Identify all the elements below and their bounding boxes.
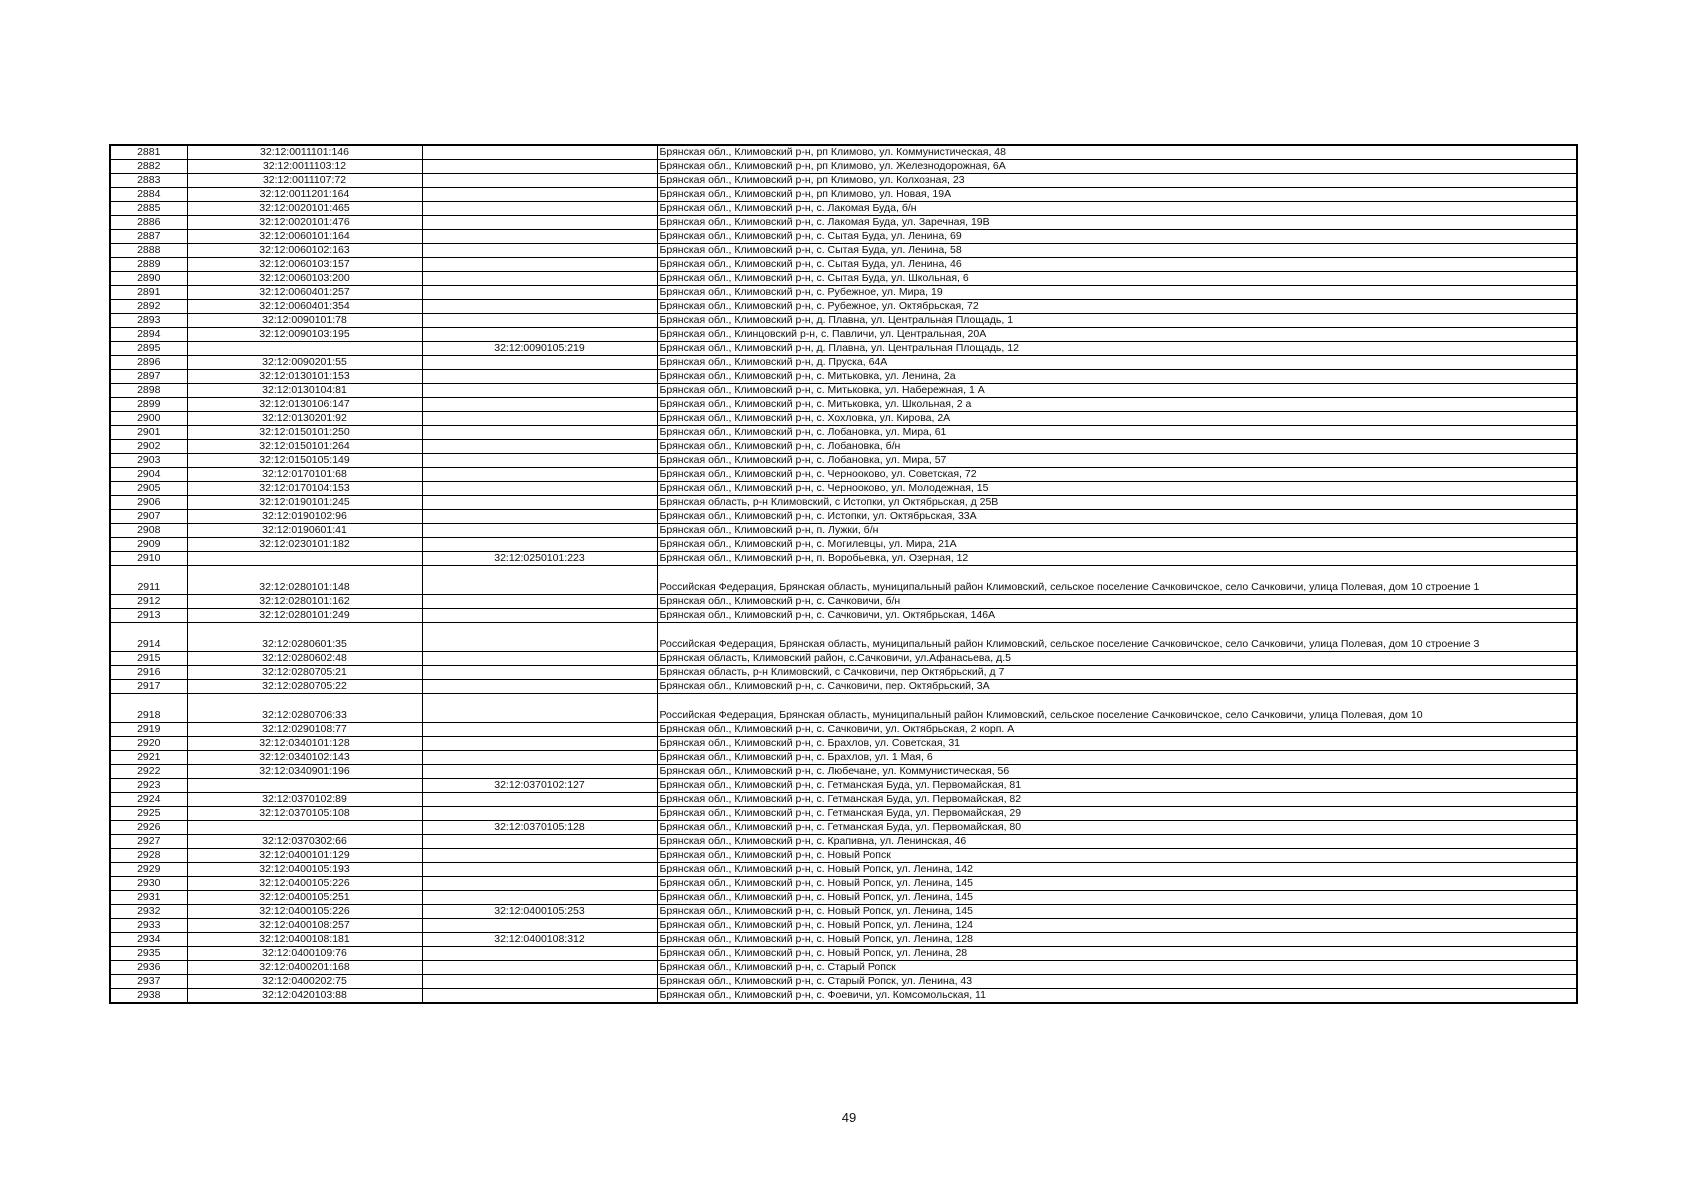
row-number-cell: 2923 — [110, 779, 187, 793]
address-cell: Брянская обл., Климовский р-н, с. Новый Ропск, ул. Ленина, 142 — [657, 863, 1577, 877]
table-row — [110, 877, 1577, 891]
address-cell: Брянская обл., Климовский р-н, с. Митьковка, ул. Школьная, 2 а — [657, 398, 1577, 412]
cadastral-number-cell: 32:12:0170104:153 — [187, 482, 422, 496]
table-row — [110, 947, 1577, 961]
related-cadastral-number-cell — [422, 398, 657, 412]
row-number-cell: 2932 — [110, 905, 187, 919]
row-number-cell: 2897 — [110, 370, 187, 384]
table-row — [110, 426, 1577, 440]
table-row — [110, 496, 1577, 510]
cadastral-number-cell: 32:12:0150101:250 — [187, 426, 422, 440]
cadastral-number-cell — [187, 821, 422, 835]
address-cell: Брянская обл., Климовский р-н, с. Сачковичи, ул. Октябрьская, 146А — [657, 609, 1577, 623]
address-cell: Брянская обл., Климовский р-н, с. Крапивна, ул. Ленинская, 46 — [657, 835, 1577, 849]
row-number-cell: 2915 — [110, 652, 187, 666]
address-cell: Брянская обл., Климовский р-н, д. Пруска, 64А — [657, 356, 1577, 370]
related-cadastral-number-cell — [422, 356, 657, 370]
cadastral-number-cell: 32:12:0280705:22 — [187, 680, 422, 694]
address-cell: Брянская обл., Климовский р-н, с. Чернооково, ул. Молодежная, 15 — [657, 482, 1577, 496]
related-cadastral-number-cell — [422, 666, 657, 680]
table-row — [110, 566, 1577, 595]
row-number-cell: 2910 — [110, 552, 187, 566]
related-cadastral-number-cell — [422, 286, 657, 300]
related-cadastral-number-cell — [422, 609, 657, 623]
cadastral-number-cell: 32:12:0230101:182 — [187, 538, 422, 552]
table-row — [110, 723, 1577, 737]
table-row — [110, 975, 1577, 989]
related-cadastral-number-cell — [422, 482, 657, 496]
row-number-cell: 2936 — [110, 961, 187, 975]
related-cadastral-number-cell — [422, 849, 657, 863]
related-cadastral-number-cell — [422, 216, 657, 230]
row-number-cell: 2900 — [110, 412, 187, 426]
related-cadastral-number-cell: 32:12:0250101:223 — [422, 552, 657, 566]
related-cadastral-number-cell — [422, 426, 657, 440]
related-cadastral-number-cell — [422, 510, 657, 524]
row-number-cell: 2933 — [110, 919, 187, 933]
related-cadastral-number-cell — [422, 694, 657, 723]
table-row — [110, 482, 1577, 496]
related-cadastral-number-cell — [422, 468, 657, 482]
table-row — [110, 933, 1577, 947]
cadastral-number-cell: 32:12:0060103:200 — [187, 272, 422, 286]
table-row — [110, 454, 1577, 468]
related-cadastral-number-cell — [422, 370, 657, 384]
cadastral-number-cell: 32:12:0370105:108 — [187, 807, 422, 821]
related-cadastral-number-cell — [422, 595, 657, 609]
related-cadastral-number-cell — [422, 566, 657, 595]
cadastral-number-cell: 32:12:0011101:146 — [187, 145, 422, 160]
cadastral-number-cell: 32:12:0400108:181 — [187, 933, 422, 947]
related-cadastral-number-cell — [422, 412, 657, 426]
cadastral-number-cell — [187, 779, 422, 793]
table-row — [110, 174, 1577, 188]
row-number-cell: 2935 — [110, 947, 187, 961]
table-row — [110, 609, 1577, 623]
row-number-cell: 2924 — [110, 793, 187, 807]
related-cadastral-number-cell — [422, 230, 657, 244]
cadastral-number-cell: 32:12:0280705:21 — [187, 666, 422, 680]
related-cadastral-number-cell — [422, 961, 657, 975]
table-row — [110, 356, 1577, 370]
table-row — [110, 272, 1577, 286]
row-number-cell: 2905 — [110, 482, 187, 496]
related-cadastral-number-cell — [422, 919, 657, 933]
cadastral-number-cell: 32:12:0400108:257 — [187, 919, 422, 933]
table-row — [110, 328, 1577, 342]
table-row — [110, 595, 1577, 609]
row-number-cell: 2928 — [110, 849, 187, 863]
row-number-cell: 2883 — [110, 174, 187, 188]
page-number: 49 — [841, 1110, 857, 1125]
cadastral-number-cell: 32:12:0130104:81 — [187, 384, 422, 398]
row-number-cell: 2901 — [110, 426, 187, 440]
address-cell: Брянская обл., Климовский р-н, с. Сачковичи, пер. Октябрьский, 3А — [657, 680, 1577, 694]
row-number-cell: 2921 — [110, 751, 187, 765]
row-number-cell: 2938 — [110, 989, 187, 1004]
row-number-cell: 2896 — [110, 356, 187, 370]
address-cell: Брянская обл., Климовский р-н, с. Сытая Буда, ул. Ленина, 46 — [657, 258, 1577, 272]
table-row — [110, 342, 1577, 356]
related-cadastral-number-cell — [422, 524, 657, 538]
cadastral-number-cell: 32:12:0280101:148 — [187, 566, 422, 595]
address-cell: Брянская обл., Климовский р-н, с. Лобановка, ул. Мира, 57 — [657, 454, 1577, 468]
address-cell: Российская Федерация, Брянская область, муниципальный район Климовский, сельское поселение Сачковичское, село Сачковичи, улица Полевая, дом 10 — [657, 694, 1577, 723]
row-number-cell: 2882 — [110, 160, 187, 174]
table-row — [110, 412, 1577, 426]
cadastral-number-cell: 32:12:0190601:41 — [187, 524, 422, 538]
table-row — [110, 765, 1577, 779]
cadastral-number-cell: 32:12:0280101:162 — [187, 595, 422, 609]
row-number-cell: 2886 — [110, 216, 187, 230]
cadastral-number-cell: 32:12:0090103:195 — [187, 328, 422, 342]
related-cadastral-number-cell — [422, 160, 657, 174]
cadastral-number-cell: 32:12:0060401:354 — [187, 300, 422, 314]
table-row — [110, 807, 1577, 821]
cadastral-number-cell: 32:12:0340101:128 — [187, 737, 422, 751]
related-cadastral-number-cell — [422, 765, 657, 779]
address-cell: Российская Федерация, Брянская область, муниципальный район Климовский, сельское поселение Сачковичское, село Сачковичи, улица Полевая, дом 10 строение 1 — [657, 566, 1577, 595]
row-number-cell: 2917 — [110, 680, 187, 694]
address-cell: Брянская обл., Климовский р-н, с. Брахлов, ул. Советская, 31 — [657, 737, 1577, 751]
related-cadastral-number-cell — [422, 300, 657, 314]
related-cadastral-number-cell — [422, 723, 657, 737]
row-number-cell: 2894 — [110, 328, 187, 342]
row-number-cell: 2930 — [110, 877, 187, 891]
table-row — [110, 821, 1577, 835]
cadastral-number-cell: 32:12:0060103:157 — [187, 258, 422, 272]
address-cell: Брянская обл., Климовский р-н, рп Климово, ул. Железнодорожная, 6А — [657, 160, 1577, 174]
table-row — [110, 623, 1577, 652]
cadastral-number-cell: 32:12:0060401:257 — [187, 286, 422, 300]
row-number-cell: 2911 — [110, 566, 187, 595]
table-row — [110, 286, 1577, 300]
cadastral-number-cell: 32:12:0290108:77 — [187, 723, 422, 737]
cadastral-number-cell: 32:12:0370102:89 — [187, 793, 422, 807]
related-cadastral-number-cell — [422, 989, 657, 1004]
related-cadastral-number-cell: 32:12:0090105:219 — [422, 342, 657, 356]
cadastral-number-cell: 32:12:0370302:66 — [187, 835, 422, 849]
address-cell: Брянская обл., Климовский р-н, с. Новый Ропск, ул. Ленина, 28 — [657, 947, 1577, 961]
row-number-cell: 2929 — [110, 863, 187, 877]
address-cell: Брянская обл., Климовский р-н, п. Воробьевка, ул. Озерная, 12 — [657, 552, 1577, 566]
row-number-cell: 2926 — [110, 821, 187, 835]
row-number-cell: 2922 — [110, 765, 187, 779]
table-row — [110, 989, 1577, 1004]
address-cell: Российская Федерация, Брянская область, муниципальный район Климовский, сельское поселение Сачковичское, село Сачковичи, улица Полевая, дом 10 строение 3 — [657, 623, 1577, 652]
address-cell: Брянская обл., Климовский р-н, с. Сачковичи, ул. Октябрьская, 2 корп. А — [657, 723, 1577, 737]
address-cell: Брянская обл., Климовский р-н, с. Старый Ропск — [657, 961, 1577, 975]
related-cadastral-number-cell — [422, 877, 657, 891]
row-number-cell: 2931 — [110, 891, 187, 905]
related-cadastral-number-cell — [422, 538, 657, 552]
row-number-cell: 2890 — [110, 272, 187, 286]
related-cadastral-number-cell — [422, 835, 657, 849]
related-cadastral-number-cell — [422, 793, 657, 807]
row-number-cell: 2925 — [110, 807, 187, 821]
related-cadastral-number-cell — [422, 891, 657, 905]
table-row — [110, 961, 1577, 975]
row-number-cell: 2937 — [110, 975, 187, 989]
registry-table-body — [110, 145, 1577, 1003]
row-number-cell: 2909 — [110, 538, 187, 552]
table-row — [110, 849, 1577, 863]
related-cadastral-number-cell — [422, 652, 657, 666]
address-cell: Брянская обл., Климовский р-н, рп Климово, ул. Колхозная, 23 — [657, 174, 1577, 188]
related-cadastral-number-cell — [422, 328, 657, 342]
related-cadastral-number-cell — [422, 454, 657, 468]
address-cell: Брянская обл., Климовский р-н, с. Гетманская Буда, ул. Первомайская, 29 — [657, 807, 1577, 821]
row-number-cell: 2895 — [110, 342, 187, 356]
address-cell: Брянская область, р-н Климовский, с Сачковичи, пер Октябрьский, д 7 — [657, 666, 1577, 680]
related-cadastral-number-cell — [422, 496, 657, 510]
row-number-cell: 2907 — [110, 510, 187, 524]
address-cell: Брянская обл., Климовский р-н, с. Новый Ропск, ул. Ленина, 145 — [657, 877, 1577, 891]
cadastral-number-cell: 32:12:0190101:245 — [187, 496, 422, 510]
table-row — [110, 793, 1577, 807]
cadastral-number-cell: 32:12:0011107:72 — [187, 174, 422, 188]
row-number-cell: 2887 — [110, 230, 187, 244]
table-row — [110, 652, 1577, 666]
row-number-cell: 2903 — [110, 454, 187, 468]
cadastral-number-cell: 32:12:0011103:12 — [187, 160, 422, 174]
related-cadastral-number-cell — [422, 202, 657, 216]
cadastral-number-cell: 32:12:0130201:92 — [187, 412, 422, 426]
address-cell: Брянская обл., Климовский р-н, с. Лакомая Буда, ул. Заречная, 19В — [657, 216, 1577, 230]
table-row — [110, 680, 1577, 694]
table-row — [110, 202, 1577, 216]
table-row — [110, 905, 1577, 919]
cadastral-number-cell: 32:12:0020101:476 — [187, 216, 422, 230]
address-cell: Брянская обл., Климовский р-н, рп Климово, ул. Новая, 19А — [657, 188, 1577, 202]
related-cadastral-number-cell — [422, 314, 657, 328]
row-number-cell: 2892 — [110, 300, 187, 314]
cadastral-number-cell: 32:12:0170101:68 — [187, 468, 422, 482]
table-row — [110, 370, 1577, 384]
row-number-cell: 2914 — [110, 623, 187, 652]
table-row — [110, 524, 1577, 538]
table-row — [110, 398, 1577, 412]
cadastral-number-cell: 32:12:0150105:149 — [187, 454, 422, 468]
related-cadastral-number-cell — [422, 384, 657, 398]
related-cadastral-number-cell: 32:12:0370102:127 — [422, 779, 657, 793]
related-cadastral-number-cell: 32:12:0370105:128 — [422, 821, 657, 835]
registry-table — [109, 144, 1578, 1004]
related-cadastral-number-cell — [422, 863, 657, 877]
related-cadastral-number-cell — [422, 188, 657, 202]
table-row — [110, 468, 1577, 482]
cadastral-number-cell: 32:12:0400109:76 — [187, 947, 422, 961]
address-cell: Брянская обл., Климовский р-н, с. Рубежное, ул. Мира, 19 — [657, 286, 1577, 300]
related-cadastral-number-cell — [422, 258, 657, 272]
cadastral-number-cell — [187, 552, 422, 566]
address-cell: Брянская обл., Климовский р-н, с. Митьковка, ул. Набережная, 1 А — [657, 384, 1577, 398]
address-cell: Брянская обл., Климовский р-н, с. Истопки, ул. Октябрьская, 33А — [657, 510, 1577, 524]
table-row — [110, 835, 1577, 849]
cadastral-number-cell: 32:12:0400105:193 — [187, 863, 422, 877]
cadastral-number-cell: 32:12:0400101:129 — [187, 849, 422, 863]
address-cell: Брянская обл., Климовский р-н, с. Новый Ропск, ул. Ленина, 145 — [657, 891, 1577, 905]
related-cadastral-number-cell — [422, 680, 657, 694]
address-cell: Брянская обл., Климовский р-н, с. Могилевцы, ул. Мира, 21А — [657, 538, 1577, 552]
row-number-cell: 2918 — [110, 694, 187, 723]
address-cell: Брянская обл., Климовский р-н, с. Гетманская Буда, ул. Первомайская, 80 — [657, 821, 1577, 835]
table-row — [110, 188, 1577, 202]
related-cadastral-number-cell: 32:12:0400105:253 — [422, 905, 657, 919]
related-cadastral-number-cell — [422, 272, 657, 286]
cadastral-number-cell: 32:12:0280706:33 — [187, 694, 422, 723]
related-cadastral-number-cell — [422, 947, 657, 961]
address-cell: Брянская обл., Климовский р-н, с. Лакомая Буда, б/н — [657, 202, 1577, 216]
cadastral-number-cell — [187, 342, 422, 356]
address-cell: Брянская обл., Климовский р-н, с. Новый Ропск, ул. Ленина, 124 — [657, 919, 1577, 933]
row-number-cell: 2916 — [110, 666, 187, 680]
address-cell: Брянская обл., Климовский р-н, с. Новый Ропск — [657, 849, 1577, 863]
cadastral-number-cell: 32:12:0060101:164 — [187, 230, 422, 244]
address-cell: Брянская обл., Климовский р-н, с. Сытая Буда, ул. Школьная, 6 — [657, 272, 1577, 286]
row-number-cell: 2888 — [110, 244, 187, 258]
cadastral-number-cell: 32:12:0280601:35 — [187, 623, 422, 652]
address-cell: Брянская обл., Климовский р-н, с. Митьковка, ул. Ленина, 2а — [657, 370, 1577, 384]
cadastral-number-cell: 32:12:0280101:249 — [187, 609, 422, 623]
table-row — [110, 160, 1577, 174]
related-cadastral-number-cell — [422, 975, 657, 989]
address-cell: Брянская обл., Климовский р-н, с. Лобановка, б/н — [657, 440, 1577, 454]
table-row — [110, 538, 1577, 552]
table-row — [110, 230, 1577, 244]
cadastral-number-cell: 32:12:0090101:78 — [187, 314, 422, 328]
table-row — [110, 216, 1577, 230]
table-row — [110, 244, 1577, 258]
address-cell: Брянская обл., Климовский р-н, с. Старый Ропск, ул. Ленина, 43 — [657, 975, 1577, 989]
address-cell: Брянская обл., Климовский р-н, рп Климово, ул. Коммунистическая, 48 — [657, 145, 1577, 160]
table-row — [110, 145, 1577, 160]
cadastral-number-cell: 32:12:0400105:251 — [187, 891, 422, 905]
cadastral-number-cell: 32:12:0060102:163 — [187, 244, 422, 258]
related-cadastral-number-cell — [422, 174, 657, 188]
cadastral-number-cell: 32:12:0340102:143 — [187, 751, 422, 765]
address-cell: Брянская область, Климовский район, с.Сачковичи, ул.Афанасьева, д.5 — [657, 652, 1577, 666]
cadastral-number-cell: 32:12:0420103:88 — [187, 989, 422, 1004]
related-cadastral-number-cell — [422, 807, 657, 821]
row-number-cell: 2906 — [110, 496, 187, 510]
table-row — [110, 300, 1577, 314]
row-number-cell: 2893 — [110, 314, 187, 328]
cadastral-number-cell: 32:12:0400202:75 — [187, 975, 422, 989]
row-number-cell: 2881 — [110, 145, 187, 160]
address-cell: Брянская обл., Климовский р-н, с. Новый Ропск, ул. Ленина, 145 — [657, 905, 1577, 919]
row-number-cell: 2912 — [110, 595, 187, 609]
table-row — [110, 510, 1577, 524]
table-row — [110, 779, 1577, 793]
row-number-cell: 2913 — [110, 609, 187, 623]
table-row — [110, 891, 1577, 905]
row-number-cell: 2899 — [110, 398, 187, 412]
row-number-cell: 2908 — [110, 524, 187, 538]
table-row — [110, 552, 1577, 566]
table-row — [110, 440, 1577, 454]
cadastral-number-cell: 32:12:0400105:226 — [187, 877, 422, 891]
related-cadastral-number-cell — [422, 244, 657, 258]
address-cell: Брянская обл., Климовский р-н, д. Плавна, ул. Центральная Площадь, 1 — [657, 314, 1577, 328]
row-number-cell: 2885 — [110, 202, 187, 216]
row-number-cell: 2889 — [110, 258, 187, 272]
address-cell: Брянская обл., Климовский р-н, с. Фоевичи, ул. Комсомольская, 11 — [657, 989, 1577, 1004]
cadastral-number-cell: 32:12:0011201:164 — [187, 188, 422, 202]
related-cadastral-number-cell — [422, 623, 657, 652]
address-cell: Брянская обл., Климовский р-н, с. Брахлов, ул. 1 Мая, 6 — [657, 751, 1577, 765]
address-cell: Брянская обл., Климовский р-н, с. Чернооково, ул. Советская, 72 — [657, 468, 1577, 482]
row-number-cell: 2898 — [110, 384, 187, 398]
cadastral-number-cell: 32:12:0340901:196 — [187, 765, 422, 779]
row-number-cell: 2919 — [110, 723, 187, 737]
cadastral-number-cell: 32:12:0090201:55 — [187, 356, 422, 370]
related-cadastral-number-cell — [422, 751, 657, 765]
cadastral-number-cell: 32:12:0130101:153 — [187, 370, 422, 384]
row-number-cell: 2920 — [110, 737, 187, 751]
table-row — [110, 384, 1577, 398]
address-cell: Брянская обл., Климовский р-н, с. Сачковичи, б/н — [657, 595, 1577, 609]
address-cell: Брянская обл., Климовский р-н, с. Рубежное, ул. Октябрьская, 72 — [657, 300, 1577, 314]
row-number-cell: 2934 — [110, 933, 187, 947]
table-row — [110, 666, 1577, 680]
cadastral-number-cell: 32:12:0130106:147 — [187, 398, 422, 412]
table-row — [110, 919, 1577, 933]
table-row — [110, 863, 1577, 877]
address-cell: Брянская обл., Климовский р-н, с. Любечане, ул. Коммунистическая, 56 — [657, 765, 1577, 779]
row-number-cell: 2891 — [110, 286, 187, 300]
row-number-cell: 2902 — [110, 440, 187, 454]
address-cell: Брянская область, р-н Климовский, с Истопки, ул Октябрьская, д 25В — [657, 496, 1577, 510]
cadastral-number-cell: 32:12:0280602:48 — [187, 652, 422, 666]
address-cell: Брянская обл., Климовский р-н, с. Новый Ропск, ул. Ленина, 128 — [657, 933, 1577, 947]
table-row — [110, 751, 1577, 765]
address-cell: Брянская обл., Климовский р-н, с. Гетманская Буда, ул. Первомайская, 81 — [657, 779, 1577, 793]
cadastral-number-cell: 32:12:0400201:168 — [187, 961, 422, 975]
cadastral-number-cell: 32:12:0020101:465 — [187, 202, 422, 216]
related-cadastral-number-cell — [422, 440, 657, 454]
address-cell: Брянская обл., Климовский р-н, с. Сытая Буда, ул. Ленина, 58 — [657, 244, 1577, 258]
address-cell: Брянская обл., Климовский р-н, п. Лужки, б/н — [657, 524, 1577, 538]
table-row — [110, 737, 1577, 751]
address-cell: Брянская обл., Климовский р-н, с. Хохловка, ул. Кирова, 2А — [657, 412, 1577, 426]
table-row — [110, 694, 1577, 723]
address-cell: Брянская обл., Климовский р-н, с. Сытая Буда, ул. Ленина, 69 — [657, 230, 1577, 244]
related-cadastral-number-cell: 32:12:0400108:312 — [422, 933, 657, 947]
address-cell: Брянская обл., Климовский р-н, с. Лобановка, ул. Мира, 61 — [657, 426, 1577, 440]
row-number-cell: 2904 — [110, 468, 187, 482]
cadastral-number-cell: 32:12:0400105:226 — [187, 905, 422, 919]
table-row — [110, 258, 1577, 272]
related-cadastral-number-cell — [422, 737, 657, 751]
address-cell: Брянская обл., Климовский р-н, д. Плавна, ул. Центральная Площадь, 12 — [657, 342, 1577, 356]
related-cadastral-number-cell — [422, 145, 657, 160]
address-cell: Брянская обл., Клинцовский р-н, с. Павличи, ул. Центральная, 20А — [657, 328, 1577, 342]
row-number-cell: 2927 — [110, 835, 187, 849]
address-cell: Брянская обл., Климовский р-н, с. Гетманская Буда, ул. Первомайская, 82 — [657, 793, 1577, 807]
table-row — [110, 314, 1577, 328]
cadastral-number-cell: 32:12:0190102:96 — [187, 510, 422, 524]
row-number-cell: 2884 — [110, 188, 187, 202]
cadastral-number-cell: 32:12:0150101:264 — [187, 440, 422, 454]
